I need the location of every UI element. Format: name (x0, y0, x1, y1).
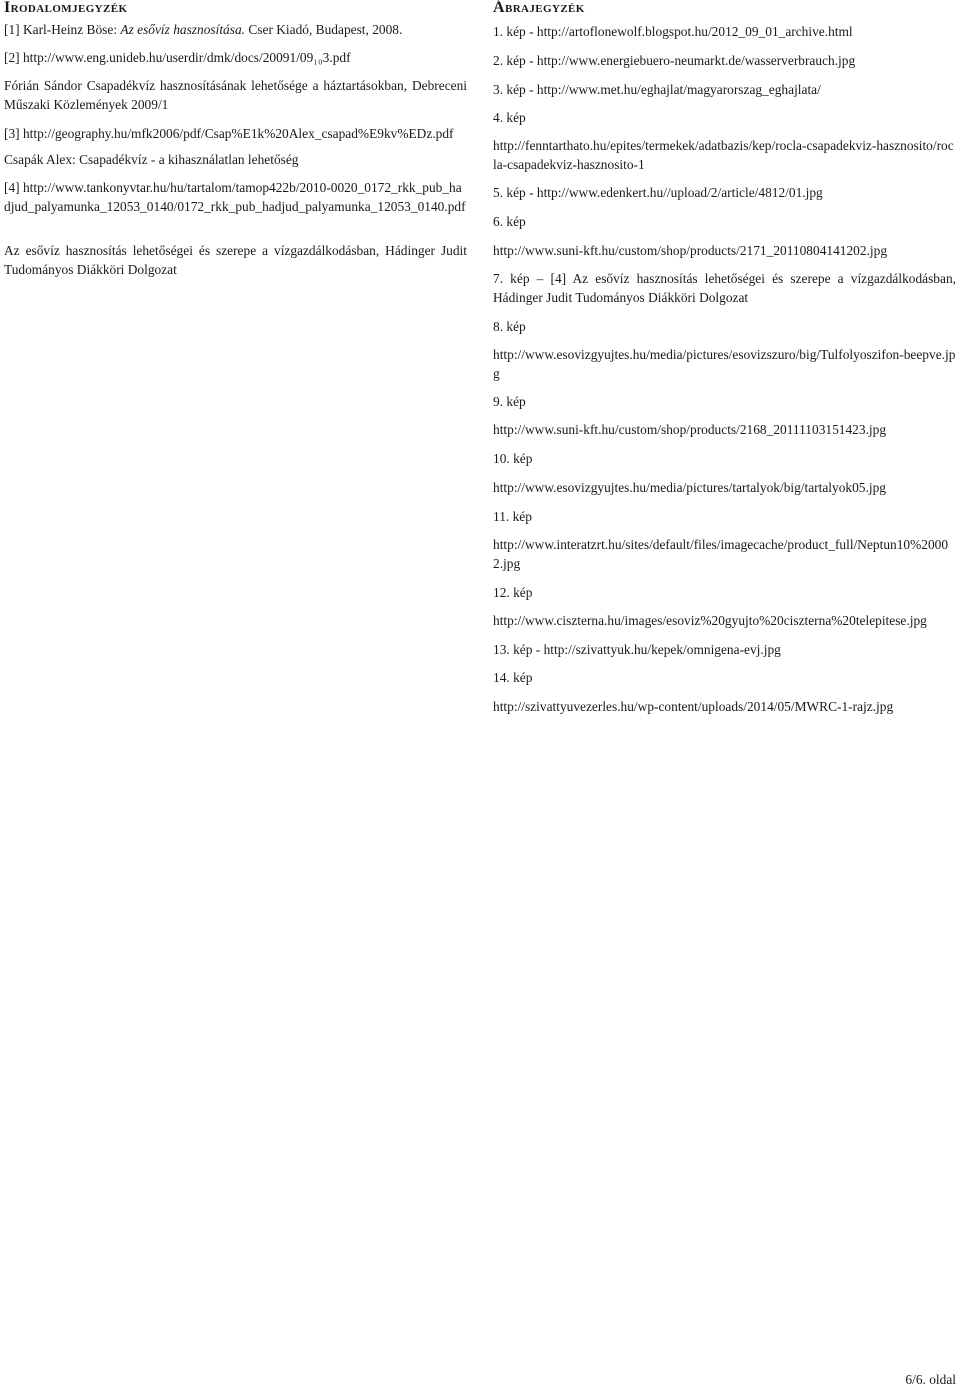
figure-2-entry[interactable]: 2. kép - http://www.energiebuero-neumarkt.de/wasserverbrauch.jpg (493, 53, 856, 68)
figure-9-link[interactable]: http://www.suni-kft.hu/custom/shop/products/2168_20111103151423.jpg (493, 422, 887, 437)
figure-6-label: 6. kép (493, 214, 526, 229)
reference-2-link[interactable]: [2] http://www.eng.unideb.hu/userdir/dmk/docs/20091/09₁₀3.pdf (4, 50, 351, 65)
reference-2-description: Fórián Sándor Csapadékvíz hasznosításának lehetősége a háztartásokban, Debreceni Műszaki Közlemények 2009/1 (4, 78, 467, 112)
figure-5-entry[interactable]: 5. kép - http://www.edenkert.hu//upload/2/article/4812/01.jpg (493, 185, 823, 200)
figure-14-label: 14. kép (493, 670, 533, 685)
figure-4-link[interactable]: http://fenntarthato.hu/epites/termekek/adatbazis/kep/rocla-csapadekviz-hasznosito/rocla-csapadekviz-hasznosito-1 (493, 138, 954, 172)
figure-10-link[interactable]: http://www.esovizgyujtes.hu/media/pictures/tartalyok/big/tartalyok05.jpg (493, 480, 886, 495)
figure-4-label: 4. kép (493, 110, 526, 125)
reference-4-description: Az esővíz hasznosítás lehetőségei és szerepe a vízgazdálkodásban, Hádinger Judit Tudományos Diákköri Dolgozat (4, 243, 467, 277)
figure-6-link[interactable]: http://www.suni-kft.hu/custom/shop/products/2171_20110804141202.jpg (493, 243, 888, 258)
figure-13-entry[interactable]: 13. kép - http://szivattyuk.hu/kepek/omnigena-evj.jpg (493, 642, 781, 657)
references-heading: Irodalomjegyzék (4, 0, 128, 16)
figure-8-label: 8. kép (493, 319, 526, 334)
reference-3-link[interactable]: [3] http://geography.hu/mfk2006/pdf/Csap%E1k%20Alex_csapad%E9kv%EDz.pdf (4, 126, 454, 141)
reference-1: [1] Karl-Heinz Böse: Az esővíz hasznosítása. Cser Kiadó, Budapest, 2008. (4, 22, 403, 37)
figure-12-label: 12. kép (493, 585, 533, 600)
figure-8-link[interactable]: http://www.esovizgyujtes.hu/media/pictures/esovizszuro/big/Tulfolyoszifon-beepve.jpg (493, 347, 956, 381)
figure-3-entry[interactable]: 3. kép - http://www.met.hu/eghajlat/magyarorszag_eghajlata/ (493, 82, 821, 97)
figure-7-entry: 7. kép – [4] Az esővíz hasznosítás lehetőségei és szerepe a vízgazdálkodásban, Hádinger Judit Tudományos Diákköri Dolgozat (493, 271, 956, 305)
reference-3-description: Csapák Alex: Csapadékvíz - a kihasználatlan lehetőség (4, 152, 299, 167)
reference-1-title: Az esővíz hasznosítása. (120, 22, 246, 37)
figure-14-link[interactable]: http://szivattyuvezerles.hu/wp-content/uploads/2014/05/MWRC-1-rajz.jpg (493, 699, 894, 714)
page-number: 6/6. oldal (905, 1372, 956, 1387)
reference-4-link[interactable]: [4] http://www.tankonyvtar.hu/hu/tartalom/tamop422b/2010-0020_0172_rkk_pub_hadjud_palyamunka_12053_0140/0172_rkk_pub_hadjud_palyamunka_12053_0140.pdf (4, 180, 466, 214)
figure-9-label: 9. kép (493, 394, 526, 409)
figure-11-label: 11. kép (493, 509, 532, 524)
figure-1-entry[interactable]: 1. kép - http://artoflonewolf.blogspot.hu/2012_09_01_archive.html (493, 24, 853, 39)
figure-10-label: 10. kép (493, 451, 533, 466)
figure-12-link[interactable]: http://www.ciszterna.hu/images/esoviz%20gyujto%20ciszterna%20telepitese.jpg (493, 613, 927, 628)
figure-11-link[interactable]: http://www.interatzrt.hu/sites/default/files/imagecache/product_full/Neptun10%20002.jpg (493, 537, 949, 571)
figures-heading: Ábrajegyzék (493, 0, 585, 16)
